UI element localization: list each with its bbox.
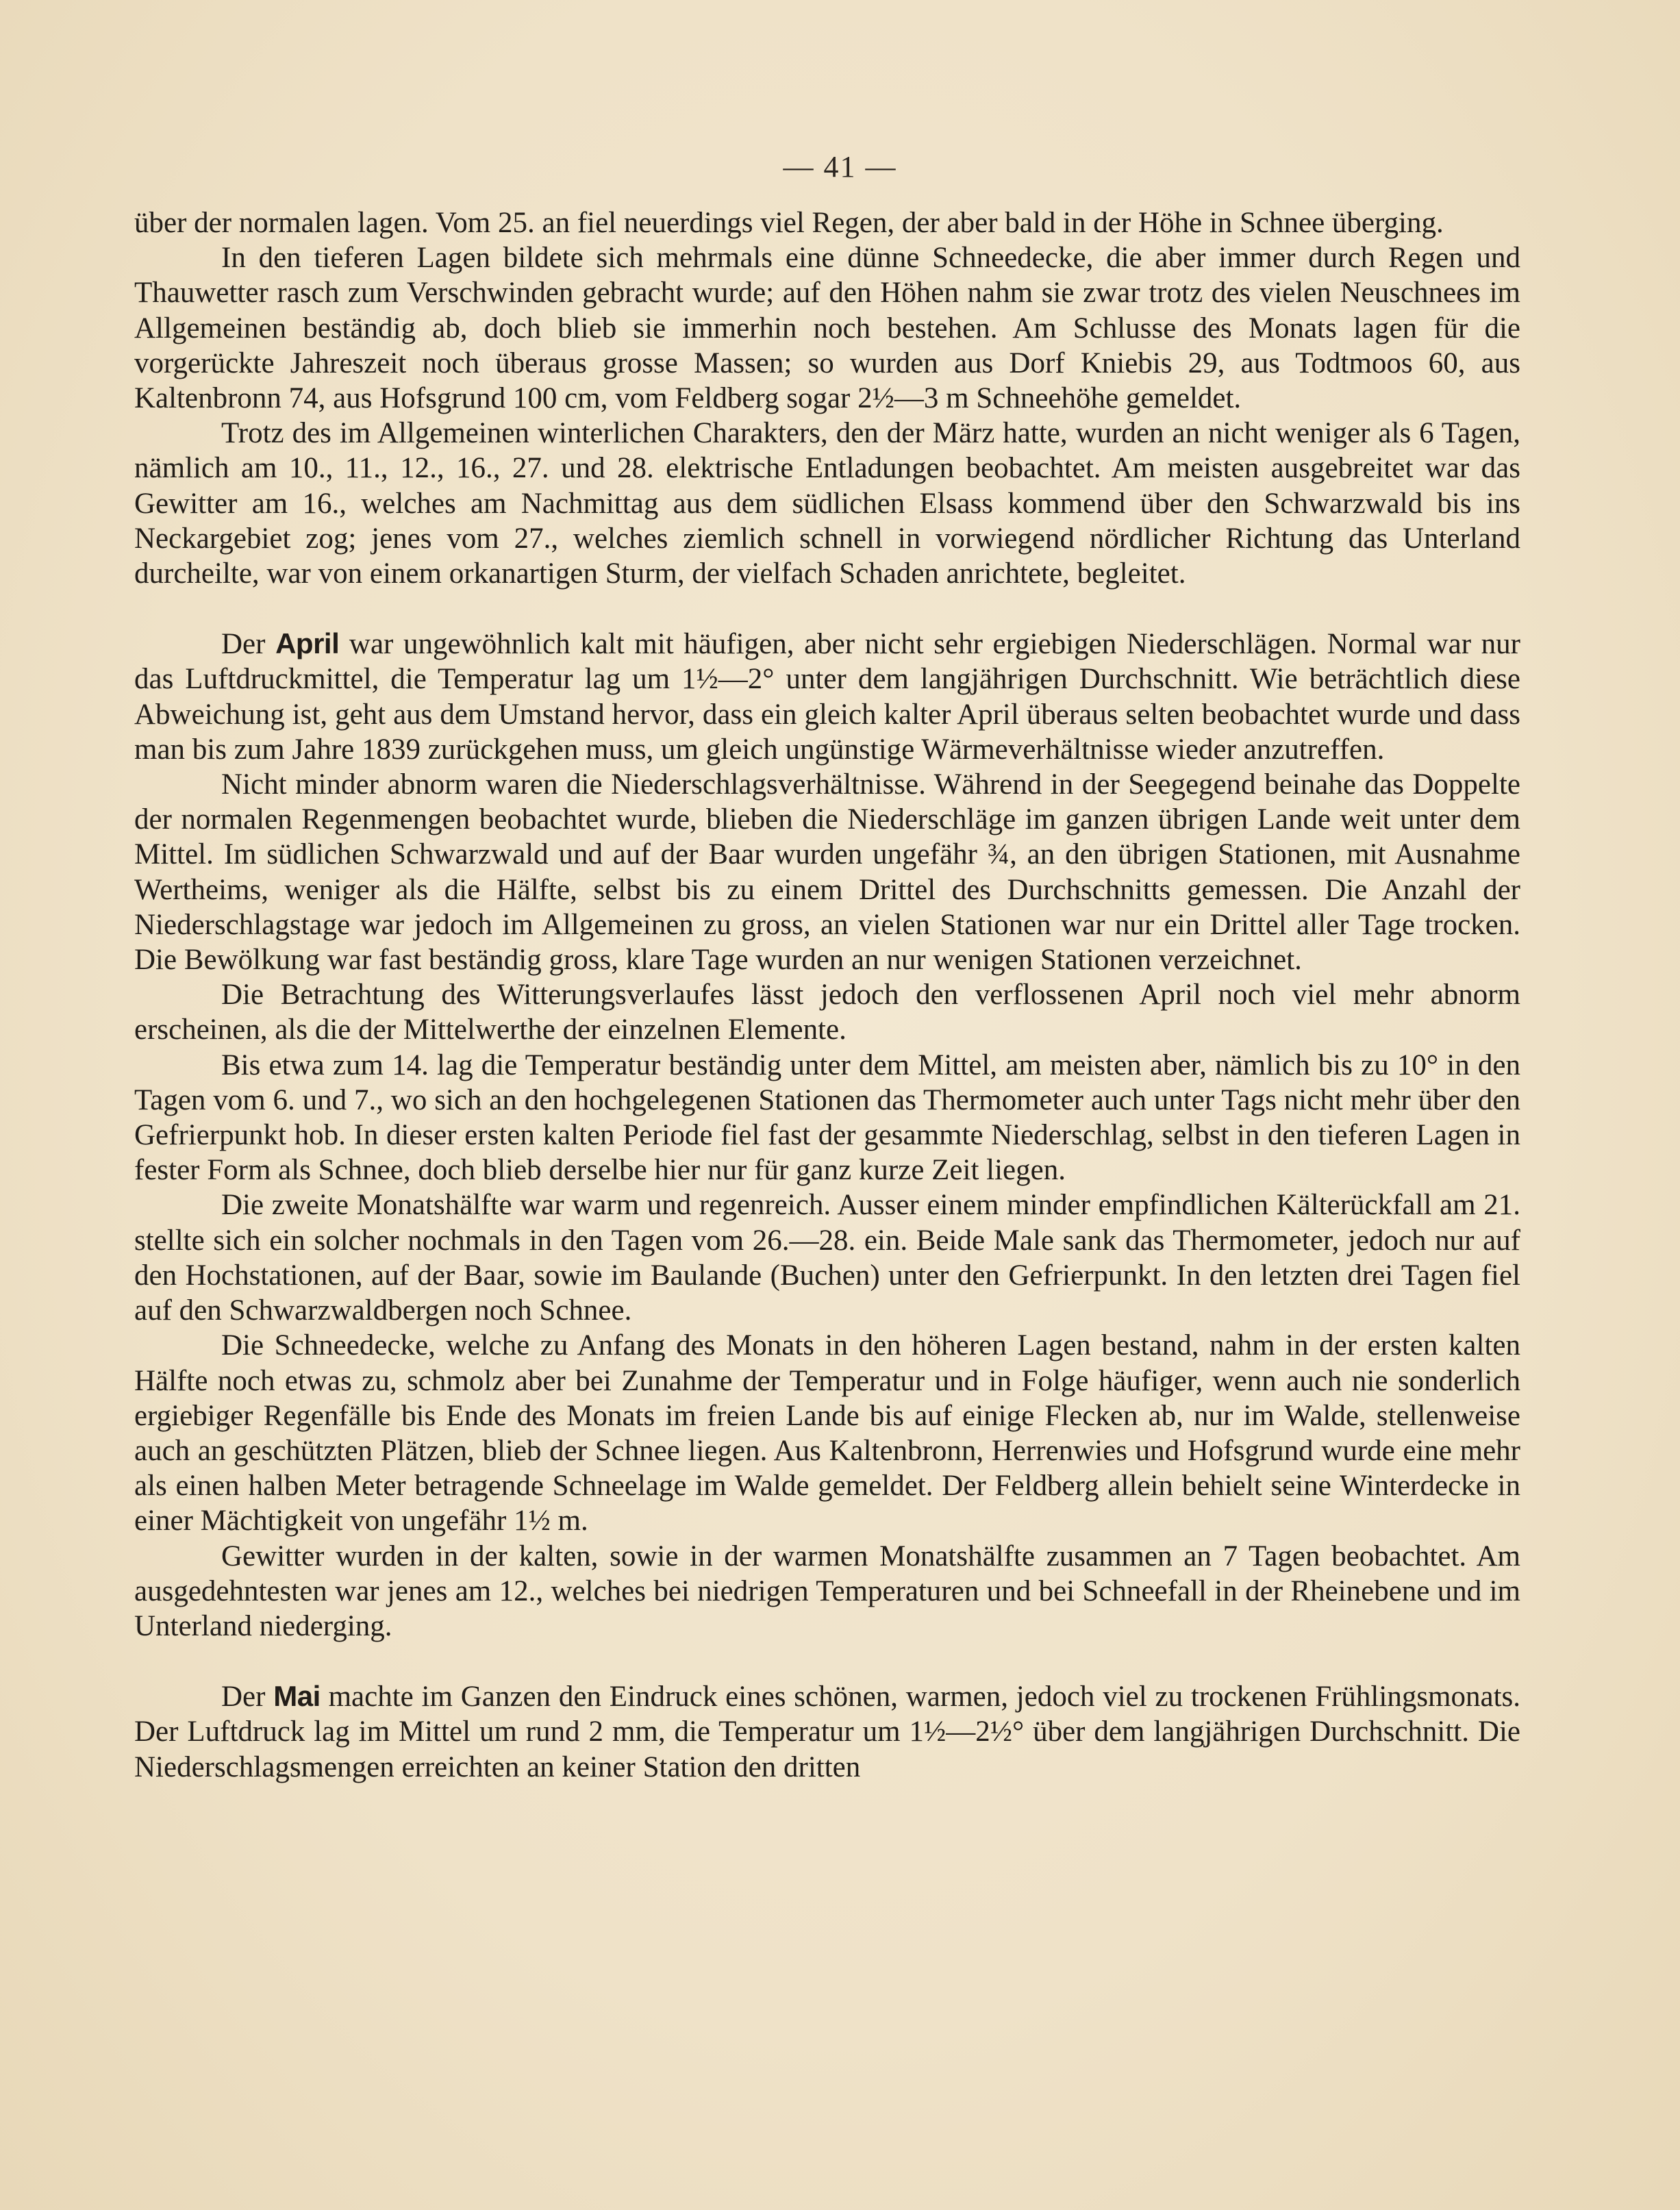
month-heading-april: April — [275, 627, 340, 660]
paragraph-april-intro — [134, 626, 1520, 767]
paragraph — [134, 240, 1520, 416]
paragraph — [134, 416, 1520, 591]
paragraph-text: Gewitter wurden in der kalten, sowie in der warmen Monatshälfte zusammen an 7 Tagen beobachtet. Am ausgedehntesten war jenes am 12., welches bei niedrigen Temperaturen und bei Schneefall in der Rheinebene und im Unterland niederging. — [134, 1540, 1520, 1642]
paragraph — [134, 1188, 1520, 1328]
document-body — [134, 205, 1520, 1785]
paragraph — [134, 1539, 1520, 1644]
paragraph-mai-intro — [134, 1679, 1520, 1785]
paragraph — [134, 1048, 1520, 1188]
paragraph-prefix: Der — [221, 1681, 266, 1713]
paragraph — [134, 767, 1520, 977]
paragraph-continuation — [134, 205, 1520, 240]
page-number: — 41 — — [783, 150, 897, 184]
paragraph-text: Die Betrachtung des Witterungsverlaufes lässt jedoch den verflossenen April noch viel mehr abnorm erscheinen, als die der Mittelwerthe der einzelnen Elemente. — [134, 979, 1520, 1046]
paragraph — [134, 977, 1520, 1047]
paragraph-text: machte im Ganzen den Eindruck eines schönen, warmen, jedoch viel zu trockenen Frühlingsmonats. Der Luftdruck lag im Mittel um rund 2 mm, die Temperatur um 1½—2½° über dem langjährigen Durchschnitt. Die Niederschlagsmengen erreichten an keiner Station den dritten — [134, 1681, 1521, 1783]
paragraph-prefix: Der — [221, 628, 266, 661]
paragraph-text: war ungewöhnlich kalt mit häufigen, aber nicht sehr ergiebigen Niederschlägen. Normal war nur das Luftdruckmittel, die Temperatur lag um 1½—2° unter dem langjährigen Durchschnitt. Wie beträchtlich diese Abweichung ist, geht aus dem Umstand hervor, dass ein gleich kalter April überaus selten beobachtet wurde und dass man bis zum Jahre 1839 zurückgehen muss, um gleich ungünstige Wärmeverhältnisse wieder anzutreffen. — [134, 628, 1520, 766]
paragraph — [134, 1328, 1520, 1538]
paragraph-text: Trotz des im Allgemeinen winterlichen Charakters, den der März hatte, wurden an nicht weniger als 6 Tagen, nämlich am 10., 11., 12., 16., 27. und 28. elektrische Entladungen beobachtet. Am meisten ausgebreitet war das Gewitter am 16., welches am Nachmittag aus dem südlichen Elsass kommend über den Schwarzwald bis ins Neckargebiet zog; jenes vom 27., welches ziemlich schnell in vorwiegend nördlicher Richtung das Unterland durcheilte, war von einem orkanartigen Sturm, der vielfach Schaden anrichtete, begleitet. — [134, 417, 1520, 590]
paragraph-text: Bis etwa zum 14. lag die Temperatur beständig unter dem Mittel, am meisten aber, nämlich bis zu 10° in den Tagen vom 6. und 7., wo sich an den hochgelegenen Stationen das Thermometer auch unter Tags nicht mehr über den Gefrierpunkt hob. In dieser ersten kalten Periode fiel fast der gesammte Niederschlag, selbst in den tieferen Lagen in fester Form als Schnee, doch blieb derselbe hier nur für ganz kurze Zeit liegen. — [134, 1049, 1520, 1187]
paragraph-text: über der normalen lagen. Vom 25. an fiel neuerdings viel Regen, der aber bald in der Höhe in Schnee überging. — [134, 207, 1444, 239]
paragraph-text: In den tieferen Lagen bildete sich mehrmals eine dünne Schneedecke, die aber immer durch Regen und Thauwetter rasch zum Verschwinden gebracht wurde; auf den Höhen nahm sie zwar trotz des vielen Neuschnees im Allgemeinen beständig ab, doch blieb sie immerhin noch bestehen. Am Schlusse des Monats lagen für die vorgerückte Jahreszeit noch überaus grosse Massen; so wurden aus Dorf Kniebis 29, aus Todtmoos 60, aus Kaltenbronn 74, aus Hofsgrund 100 cm, vom Feldberg sogar 2½—3 m Schneehöhe gemeldet. — [134, 242, 1520, 415]
paragraph-text: Die Schneedecke, welche zu Anfang des Monats in den höheren Lagen bestand, nahm in der ersten kalten Hälfte noch etwas zu, schmolz aber bei Zunahme der Temperatur und in Folge häufiger, wenn auch nie sonderlich ergiebiger Regenfälle bis Ende des Monats im freien Lande bis auf einige Flecken ab, nur im Walde, stellenweise auch an geschützten Plätzen, blieb der Schnee liegen. Aus Kaltenbronn, Herrenwies und Hofsgrund wurde eine mehr als einen halben Meter betragende Schneelage im Walde gemeldet. Der Feldberg allein behielt seine Winterdecke in einer Mächtigkeit von ungefähr 1½ m. — [134, 1329, 1520, 1537]
paragraph-text: Die zweite Monatshälfte war warm und regenreich. Ausser einem minder empfindlichen Kälterückfall am 21. stellte sich ein solcher nochmals in den Tagen vom 26.—28. ein. Beide Male sank das Thermometer, jedoch nur auf den Hochstationen, auf der Baar, sowie im Baulande (Buchen) unter den Gefrierpunkt. In den letzten drei Tagen fiel auf den Schwarzwaldbergen noch Schnee. — [134, 1189, 1520, 1327]
month-heading-mai: Mai — [273, 1680, 321, 1713]
paragraph-text: Nicht minder abnorm waren die Niederschlagsverhältnisse. Während in der Seegegend beinahe das Doppelte der normalen Regenmengen beobachtet wurde, blieben die Niederschläge im ganzen übrigen Lande weit unter dem Mittel. Im südlichen Schwarzwald und auf der Baar wurden ungefähr ¾, an den übrigen Stationen, mit Ausnahme Wertheims, weniger als die Hälfte, selbst bis zu einem Drittel des Durchschnitts gemessen. Die Anzahl der Niederschlagstage war jedoch im Allgemeinen zu gross, an vielen Stationen war nur ein Drittel aller Tage trocken. Die Bewölkung war fast beständig gross, klare Tage wurden an nur wenigen Stationen verzeichnet. — [134, 768, 1520, 977]
